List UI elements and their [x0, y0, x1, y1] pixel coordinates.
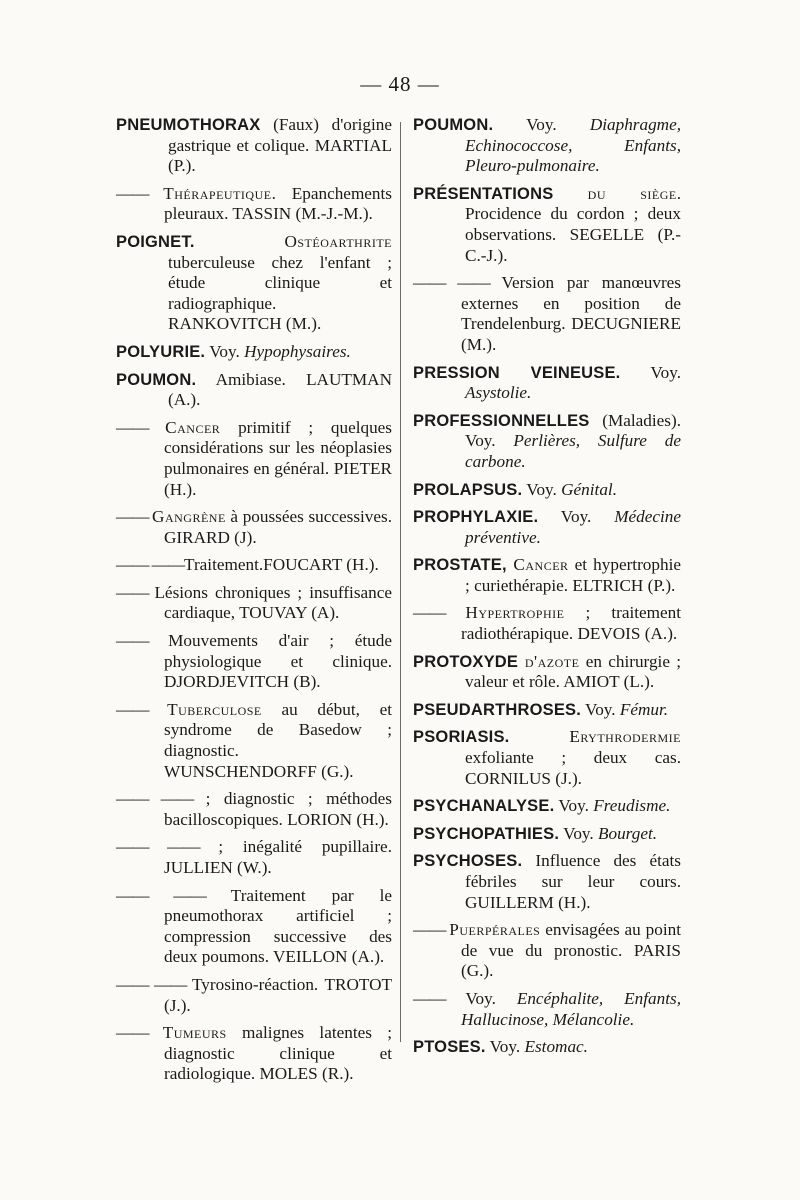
entry-dash: —— — [413, 603, 466, 623]
entry-headword: PROSTATE, — [413, 556, 507, 575]
entry-reference: Génital. — [561, 479, 617, 499]
entry-headword: PROLAPSUS. — [413, 480, 523, 499]
entry-text: malignes latentes ; diagnostic clinique et radiologique. MOLES (R.). — [164, 1023, 393, 1084]
index-entry — [413, 727, 681, 789]
entry-dash: —— — [413, 988, 466, 1008]
index-entry — [116, 700, 392, 782]
entry-dash: —— —— — [413, 273, 502, 293]
entry-text: Voy. — [554, 796, 594, 816]
entry-dash: —— — [116, 417, 166, 437]
entry-dash: —— — [116, 1023, 163, 1043]
entry-text: Amibiase. LAUTMAN (A.). — [168, 369, 392, 410]
entry-text: Influence des états fébriles sur leur cours. GUILLERM (H.). — [465, 851, 681, 912]
entry-text: (Maladies). Voy. — [465, 410, 681, 451]
index-entry — [116, 184, 392, 225]
entry-text: Voy. — [581, 699, 620, 719]
index-entry — [116, 115, 392, 177]
entry-subheading: Erythrodermie — [509, 727, 681, 747]
entry-dash: —— —— — [116, 837, 219, 857]
entry-subheading: Tuberculose — [167, 699, 262, 719]
index-entry — [413, 273, 681, 355]
entry-dash: —— — [116, 631, 169, 651]
entry-text: et hypertrophie ; curiethérapie. ELTRICH (P.). — [465, 555, 681, 595]
entry-dash: —— —— — [116, 974, 192, 994]
index-entry — [413, 851, 681, 913]
entry-headword: PSYCHANALYSE. — [413, 797, 555, 816]
entry-headword: PRESSION VEINEUSE. — [413, 363, 621, 382]
entry-headword: POUMON. — [116, 370, 197, 389]
index-entry — [116, 507, 392, 548]
entry-subheading: Hypertrophie — [465, 603, 565, 623]
entry-text: Mouvements d'air ; étude physiologique et clinique. DJORDJEVITCH (B). — [164, 631, 392, 692]
entry-reference: Bourget. — [598, 823, 658, 843]
entry-text: en chirurgie ; valeur et rôle. AMIOT (L.). — [465, 651, 681, 692]
entry-text: . Epanchements pleuraux. TASSIN (M.-J.-M.). — [164, 183, 392, 224]
entry-dash: —— — [116, 582, 155, 602]
entry-reference: Estomac. — [524, 1037, 588, 1057]
entry-reference: Encéphalite, Enfants, Hallucinose, Mélancolie. — [461, 988, 681, 1029]
index-entry — [116, 886, 392, 968]
index-entry — [116, 232, 392, 335]
entry-reference: Perlières, Sulfure de carbone. — [465, 431, 681, 471]
entry-subheading: du siège — [553, 183, 677, 203]
entry-headword: POIGNET. — [116, 232, 195, 251]
entry-text: ; traitement radiothérapique. DEVOIS (A.). — [461, 603, 682, 644]
index-entry — [116, 975, 392, 1016]
entry-headword: PSYCHOPATHIES. — [413, 824, 560, 843]
entry-reference: Asystolie. — [465, 383, 532, 403]
entry-headword: PSYCHOSES. — [413, 852, 523, 871]
entry-dash: —— —— — [116, 885, 231, 905]
index-entry — [116, 631, 392, 693]
index-entry — [116, 583, 392, 624]
index-entry — [413, 507, 681, 548]
index-entry — [413, 115, 681, 177]
entry-subheading: Cancer — [165, 417, 221, 437]
page-number: — 48 — — [360, 72, 440, 96]
entry-headword: PROFESSIONNELLES — [413, 411, 590, 430]
entry-dash: —— — [116, 699, 168, 719]
entry-reference: Médecine préventive. — [465, 507, 681, 547]
index-entry — [116, 1023, 392, 1085]
index-entry — [413, 920, 681, 982]
entry-dash: —— — [116, 183, 164, 203]
entry-text: Voy. — [493, 115, 590, 134]
right-column — [413, 115, 681, 1065]
entry-headword: POLYURIE. — [116, 342, 206, 361]
entry-headword: PSEUDARTHROSES. — [413, 700, 582, 719]
index-entry — [413, 480, 681, 501]
entry-headword: PNEUMOTHORAX — [116, 116, 261, 134]
index-entry — [413, 555, 681, 596]
entry-text: Voy. — [465, 988, 517, 1008]
left-column — [116, 115, 392, 1092]
entry-subheading: Cancer — [506, 555, 569, 575]
entry-text: Voy. — [538, 507, 615, 527]
entry-subheading: Gangrène — [152, 507, 226, 527]
index-entry — [413, 363, 681, 404]
entry-dash: —— —— — [116, 789, 206, 809]
entry-reference: Freudisme. — [593, 796, 671, 816]
entry-text: Voy. — [522, 479, 562, 499]
index-entry — [116, 370, 392, 411]
entry-headword: PTOSES. — [413, 1038, 486, 1057]
entry-subheading: Puerpérales — [449, 920, 541, 940]
index-entry — [116, 789, 392, 830]
entry-text: tuberculeuse chez l'enfant ; étude clinique et radiographique. RANKOVITCH (M.). — [168, 252, 392, 334]
index-entry — [413, 989, 681, 1030]
index-entry — [413, 796, 681, 817]
index-entry — [413, 184, 681, 266]
entry-text: Tyrosino-réaction. TROTOT (J.). — [164, 974, 392, 1015]
entry-subheading: Tumeurs — [162, 1023, 227, 1043]
column-divider — [400, 122, 401, 1042]
index-entry — [413, 603, 681, 644]
index-entry — [116, 342, 392, 363]
index-entry — [413, 824, 681, 845]
entry-text: ; inégalité pupillaire. JULLIEN (W.). — [164, 837, 392, 877]
entry-reference: Fémur. — [619, 699, 669, 719]
index-entry — [413, 1037, 681, 1058]
entry-text: Voy. — [559, 823, 598, 843]
entry-text: Version par manœuvres externes en position de Trendelenburg. DECUGNIERE (M.). — [461, 273, 681, 354]
entry-subheading: Thérapeutique — [163, 183, 272, 203]
entry-text: au début, et syndrome de Basedow ; diagnostic. WUNSCHENDORFF (G.). — [164, 699, 393, 781]
entry-text: Traitement.FOUCART (H.). — [184, 555, 379, 575]
entry-text: exfoliante ; deux cas. CORNILUS (J.). — [465, 748, 681, 788]
entry-text: (Faux) d'origine gastrique et colique. MARTIAL (P.). — [168, 115, 392, 176]
index-entry — [116, 418, 392, 500]
entry-dash: —— — [116, 507, 153, 527]
index-entry — [116, 555, 392, 576]
entry-reference: Hypophysaires. — [244, 341, 351, 361]
entry-headword: PROTOXYDE — [413, 652, 519, 671]
entry-text: Traitement par le pneumothorax artificiel ; compression successive des deux poumons. VEILLON (A.). — [164, 885, 392, 967]
entry-reference: Diaphragme, Echinococcose, Enfants, Pleuro-pulmonaire. — [465, 115, 681, 176]
index-entry — [413, 652, 681, 693]
entry-text: . Procidence du cordon ; deux observations. SEGELLE (P.-C.-J.). — [465, 183, 681, 265]
entry-text: Voy. — [620, 362, 681, 382]
entry-headword: PRÉSENTATIONS — [413, 184, 554, 203]
index-entry — [413, 700, 681, 721]
entry-headword: PROPHYLAXIE. — [413, 508, 539, 527]
entry-dash: —— —— — [116, 555, 185, 575]
entry-text: ; diagnostic ; méthodes bacilloscopiques. LORION (H.). — [164, 789, 392, 829]
entry-text: primitif ; quelques considérations sur les néoplasies pulmonaires en général. PIETER (H.). — [164, 417, 392, 499]
index-entry — [413, 411, 681, 473]
entry-dash: —— — [413, 920, 450, 940]
entry-text: à poussées successives. GIRARD (J). — [164, 507, 393, 547]
entry-text: Voy. — [485, 1037, 525, 1057]
entry-headword: POUMON. — [413, 116, 494, 134]
entry-subheading: d'azote — [518, 651, 580, 671]
entry-text: Voy. — [205, 341, 245, 361]
entry-headword: PSORIASIS. — [413, 728, 510, 747]
index-entry — [116, 837, 392, 878]
entry-text: Lésions chroniques ; insuffisance cardiaque, TOUVAY (A). — [154, 582, 393, 623]
entry-subheading: Ostéoarthrite — [194, 231, 392, 251]
entry-text: envisagées au point de vue du pronostic. PARIS (G.). — [461, 920, 681, 981]
